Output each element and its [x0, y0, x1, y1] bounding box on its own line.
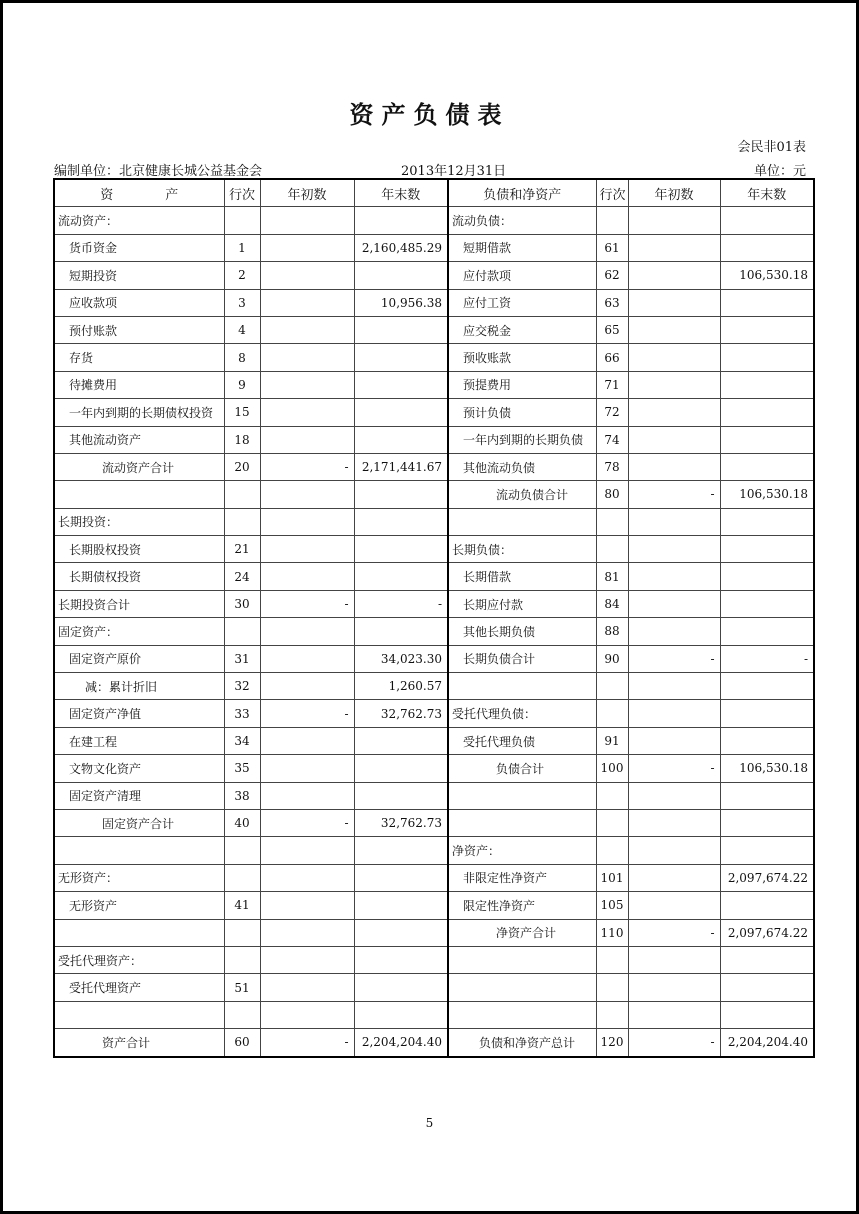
asset-beginning-balance	[260, 755, 354, 782]
asset-line-no	[224, 207, 260, 234]
liability-line-no	[596, 673, 628, 700]
asset-beginning-balance	[260, 262, 354, 289]
asset-line-no: 24	[224, 563, 260, 590]
reporting-organization: 编制单位：北京健康长城公益基金会	[54, 164, 263, 179]
liability-line-no: 101	[596, 864, 628, 891]
liability-beginning-balance: -	[628, 645, 720, 672]
liability-ending-balance	[720, 508, 814, 535]
liability-item-name: 流动负债：	[448, 207, 596, 234]
currency-unit: 单位：元	[753, 164, 806, 179]
liability-ending-balance: 106,530.18	[720, 481, 814, 508]
asset-beginning-balance: -	[260, 700, 354, 727]
liability-item-name	[448, 974, 596, 1001]
asset-ending-balance: 34,023.30	[354, 645, 448, 672]
asset-item-name: 存货	[54, 344, 224, 371]
table-row	[54, 563, 814, 590]
liability-ending-balance	[720, 1001, 814, 1028]
liability-item-name	[448, 673, 596, 700]
asset-ending-balance	[354, 782, 448, 809]
liability-beginning-balance	[628, 673, 720, 700]
liability-beginning-balance	[628, 837, 720, 864]
liability-line-no: 100	[596, 755, 628, 782]
asset-line-no: 33	[224, 700, 260, 727]
asset-line-no: 2	[224, 262, 260, 289]
liability-beginning-balance	[628, 946, 720, 973]
header-beginning-balance: 年初数	[260, 179, 354, 207]
table-row	[54, 974, 814, 1001]
asset-ending-balance	[354, 481, 448, 508]
asset-ending-balance	[354, 344, 448, 371]
liability-line-no	[596, 700, 628, 727]
asset-ending-balance	[354, 262, 448, 289]
table-row	[54, 207, 814, 234]
table-row	[54, 234, 814, 261]
liability-line-no: 90	[596, 645, 628, 672]
header-ending-balance: 年末数	[720, 179, 814, 207]
liability-beginning-balance	[628, 700, 720, 727]
liability-item-name: 净资产合计	[448, 919, 596, 946]
table-row	[54, 755, 814, 782]
liability-item-name: 应付工资	[448, 289, 596, 316]
asset-item-name: 长期债权投资	[54, 563, 224, 590]
asset-item-name: 固定资产：	[54, 618, 224, 645]
liability-beginning-balance	[628, 234, 720, 261]
header-beginning-balance: 年初数	[628, 179, 720, 207]
table-row	[54, 864, 814, 891]
liability-ending-balance	[720, 782, 814, 809]
asset-ending-balance: -	[354, 590, 448, 617]
liability-ending-balance	[720, 837, 814, 864]
asset-ending-balance: 32,762.73	[354, 700, 448, 727]
header-line-no: 行次	[224, 179, 260, 207]
asset-beginning-balance	[260, 645, 354, 672]
asset-ending-balance: 2,204,204.40	[354, 1029, 448, 1057]
asset-line-no: 41	[224, 892, 260, 919]
asset-ending-balance: 10,956.38	[354, 289, 448, 316]
liability-item-name	[448, 946, 596, 973]
table-row	[54, 892, 814, 919]
liability-line-no	[596, 536, 628, 563]
asset-beginning-balance	[260, 946, 354, 973]
asset-item-name: 流动资产合计	[54, 453, 224, 480]
asset-item-name: 在建工程	[54, 727, 224, 754]
asset-line-no: 51	[224, 974, 260, 1001]
liability-item-name: 长期应付款	[448, 590, 596, 617]
liability-line-no	[596, 207, 628, 234]
table-row	[54, 618, 814, 645]
liability-beginning-balance	[628, 974, 720, 1001]
liability-beginning-balance	[628, 371, 720, 398]
asset-item-name	[54, 919, 224, 946]
asset-line-no: 8	[224, 344, 260, 371]
liability-beginning-balance	[628, 563, 720, 590]
liability-beginning-balance	[628, 618, 720, 645]
liability-beginning-balance	[628, 782, 720, 809]
liability-line-no	[596, 1001, 628, 1028]
liability-item-name: 预计负债	[448, 399, 596, 426]
asset-beginning-balance	[260, 316, 354, 343]
liability-ending-balance	[720, 809, 814, 836]
table-row	[54, 426, 814, 453]
liability-beginning-balance	[628, 508, 720, 535]
page-number: 5	[425, 1116, 434, 1130]
liability-item-name: 短期借款	[448, 234, 596, 261]
table-row	[54, 946, 814, 973]
asset-ending-balance	[354, 563, 448, 590]
liability-ending-balance: 106,530.18	[720, 755, 814, 782]
asset-beginning-balance	[260, 234, 354, 261]
liability-item-name	[448, 809, 596, 836]
liability-item-name	[448, 782, 596, 809]
asset-line-no: 3	[224, 289, 260, 316]
asset-item-name: 无形资产	[54, 892, 224, 919]
asset-beginning-balance	[260, 618, 354, 645]
liability-line-no: 88	[596, 618, 628, 645]
table-row	[54, 809, 814, 836]
table-row	[54, 371, 814, 398]
asset-item-name: 减：累计折旧	[54, 673, 224, 700]
asset-ending-balance	[354, 837, 448, 864]
liability-ending-balance: 106,530.18	[720, 262, 814, 289]
liability-line-no: 66	[596, 344, 628, 371]
report-date: 2013年12月31日	[401, 164, 507, 179]
liability-ending-balance	[720, 399, 814, 426]
table-header-row	[54, 179, 814, 207]
balance-sheet-table	[53, 178, 815, 1058]
asset-beginning-balance	[260, 289, 354, 316]
asset-item-name: 受托代理资产	[54, 974, 224, 1001]
form-code: 会民非01表	[737, 140, 806, 155]
asset-ending-balance	[354, 755, 448, 782]
liability-beginning-balance	[628, 892, 720, 919]
liability-line-no: 80	[596, 481, 628, 508]
report-title: 资产负债表	[349, 100, 510, 129]
liability-beginning-balance	[628, 207, 720, 234]
liability-ending-balance	[720, 426, 814, 453]
asset-line-no: 30	[224, 590, 260, 617]
asset-line-no: 40	[224, 809, 260, 836]
liability-item-name: 应付款项	[448, 262, 596, 289]
table-row	[54, 262, 814, 289]
asset-line-no: 18	[224, 426, 260, 453]
liability-beginning-balance: -	[628, 755, 720, 782]
liability-ending-balance: 2,097,674.22	[720, 919, 814, 946]
liability-beginning-balance	[628, 453, 720, 480]
asset-line-no	[224, 481, 260, 508]
asset-beginning-balance	[260, 837, 354, 864]
header-line-no: 行次	[596, 179, 628, 207]
asset-beginning-balance	[260, 371, 354, 398]
liability-ending-balance	[720, 946, 814, 973]
table-row	[54, 645, 814, 672]
liability-ending-balance	[720, 207, 814, 234]
asset-item-name: 短期投资	[54, 262, 224, 289]
asset-beginning-balance	[260, 673, 354, 700]
table-row	[54, 344, 814, 371]
liability-item-name: 长期负债合计	[448, 645, 596, 672]
asset-beginning-balance: -	[260, 590, 354, 617]
asset-beginning-balance	[260, 207, 354, 234]
table-row	[54, 316, 814, 343]
liability-beginning-balance	[628, 864, 720, 891]
asset-item-name: 受托代理资产：	[54, 946, 224, 973]
liability-ending-balance	[720, 289, 814, 316]
table-row	[54, 1001, 814, 1028]
asset-beginning-balance	[260, 481, 354, 508]
liability-item-name: 预收账款	[448, 344, 596, 371]
liability-beginning-balance	[628, 262, 720, 289]
table-row	[54, 399, 814, 426]
asset-line-no	[224, 919, 260, 946]
liability-item-name: 其他流动负债	[448, 453, 596, 480]
asset-line-no: 15	[224, 399, 260, 426]
liability-line-no	[596, 508, 628, 535]
liability-item-name: 应交税金	[448, 316, 596, 343]
liability-ending-balance	[720, 453, 814, 480]
table-row	[54, 508, 814, 535]
header-ending-balance: 年末数	[354, 179, 448, 207]
asset-beginning-balance	[260, 1001, 354, 1028]
asset-ending-balance	[354, 618, 448, 645]
liability-beginning-balance	[628, 344, 720, 371]
liability-line-no: 105	[596, 892, 628, 919]
asset-ending-balance	[354, 946, 448, 973]
liability-ending-balance	[720, 590, 814, 617]
asset-line-no: 35	[224, 755, 260, 782]
liability-item-name: 流动负债合计	[448, 481, 596, 508]
asset-beginning-balance	[260, 919, 354, 946]
liability-ending-balance	[720, 344, 814, 371]
asset-ending-balance	[354, 536, 448, 563]
liability-beginning-balance	[628, 590, 720, 617]
asset-beginning-balance	[260, 974, 354, 1001]
liability-ending-balance	[720, 618, 814, 645]
asset-item-name: 文物文化资产	[54, 755, 224, 782]
liability-line-no: 65	[596, 316, 628, 343]
liability-ending-balance	[720, 673, 814, 700]
liability-line-no: 63	[596, 289, 628, 316]
liability-line-no: 78	[596, 453, 628, 480]
asset-line-no: 32	[224, 673, 260, 700]
asset-item-name: 流动资产：	[54, 207, 224, 234]
liability-ending-balance	[720, 536, 814, 563]
asset-item-name: 固定资产清理	[54, 782, 224, 809]
asset-item-name: 固定资产合计	[54, 809, 224, 836]
asset-item-name: 一年内到期的长期债权投资	[54, 399, 224, 426]
table-row	[54, 919, 814, 946]
liability-item-name: 净资产：	[448, 837, 596, 864]
asset-ending-balance	[354, 508, 448, 535]
asset-ending-balance	[354, 727, 448, 754]
asset-item-name: 长期投资合计	[54, 590, 224, 617]
liability-beginning-balance: -	[628, 481, 720, 508]
asset-line-no: 20	[224, 453, 260, 480]
liability-line-no: 110	[596, 919, 628, 946]
liability-ending-balance	[720, 974, 814, 1001]
table-row	[54, 289, 814, 316]
asset-item-name: 固定资产净值	[54, 700, 224, 727]
liability-item-name: 限定性净资产	[448, 892, 596, 919]
liability-beginning-balance	[628, 399, 720, 426]
asset-ending-balance: 1,260.57	[354, 673, 448, 700]
asset-line-no	[224, 837, 260, 864]
asset-beginning-balance	[260, 727, 354, 754]
liability-ending-balance	[720, 700, 814, 727]
liability-line-no: 61	[596, 234, 628, 261]
liability-item-name: 非限定性净资产	[448, 864, 596, 891]
liability-beginning-balance	[628, 536, 720, 563]
asset-ending-balance	[354, 426, 448, 453]
liability-line-no: 84	[596, 590, 628, 617]
liability-item-name: 其他长期负债	[448, 618, 596, 645]
liability-beginning-balance	[628, 727, 720, 754]
asset-item-name: 长期投资：	[54, 508, 224, 535]
table-row	[54, 673, 814, 700]
table-row	[54, 700, 814, 727]
liability-item-name: 受托代理负债	[448, 727, 596, 754]
liability-item-name: 负债和净资产总计	[448, 1029, 596, 1057]
asset-ending-balance	[354, 974, 448, 1001]
asset-ending-balance	[354, 316, 448, 343]
liability-line-no: 72	[596, 399, 628, 426]
liability-line-no: 81	[596, 563, 628, 590]
liability-line-no: 91	[596, 727, 628, 754]
liability-item-name: 负债合计	[448, 755, 596, 782]
liability-beginning-balance	[628, 1001, 720, 1028]
liability-beginning-balance	[628, 426, 720, 453]
liability-line-no: 74	[596, 426, 628, 453]
header-liabilities-net-assets: 负债和净资产	[448, 179, 596, 207]
table-row	[54, 1029, 814, 1057]
asset-ending-balance	[354, 892, 448, 919]
asset-beginning-balance	[260, 426, 354, 453]
asset-beginning-balance	[260, 864, 354, 891]
table-row	[54, 536, 814, 563]
liability-line-no	[596, 837, 628, 864]
asset-beginning-balance	[260, 399, 354, 426]
liability-ending-balance	[720, 563, 814, 590]
table-row	[54, 481, 814, 508]
asset-beginning-balance	[260, 782, 354, 809]
liability-item-name: 受托代理负债：	[448, 700, 596, 727]
asset-item-name: 其他流动资产	[54, 426, 224, 453]
asset-ending-balance	[354, 864, 448, 891]
asset-line-no: 34	[224, 727, 260, 754]
asset-line-no	[224, 618, 260, 645]
liability-ending-balance	[720, 316, 814, 343]
asset-line-no	[224, 508, 260, 535]
asset-beginning-balance	[260, 563, 354, 590]
table-row	[54, 782, 814, 809]
asset-item-name: 预付账款	[54, 316, 224, 343]
asset-item-name	[54, 837, 224, 864]
liability-line-no	[596, 809, 628, 836]
table-row	[54, 727, 814, 754]
liability-item-name	[448, 508, 596, 535]
asset-line-no: 1	[224, 234, 260, 261]
asset-ending-balance	[354, 399, 448, 426]
asset-line-no	[224, 946, 260, 973]
table-row	[54, 837, 814, 864]
asset-ending-balance: 32,762.73	[354, 809, 448, 836]
liability-line-no: 120	[596, 1029, 628, 1057]
asset-item-name: 资产合计	[54, 1029, 224, 1057]
asset-beginning-balance	[260, 344, 354, 371]
liability-ending-balance	[720, 727, 814, 754]
asset-line-no	[224, 864, 260, 891]
asset-item-name: 固定资产原价	[54, 645, 224, 672]
liability-item-name: 预提费用	[448, 371, 596, 398]
asset-item-name: 应收款项	[54, 289, 224, 316]
table-row	[54, 590, 814, 617]
liability-line-no	[596, 782, 628, 809]
asset-ending-balance: 2,160,485.29	[354, 234, 448, 261]
asset-ending-balance	[354, 1001, 448, 1028]
asset-beginning-balance: -	[260, 453, 354, 480]
asset-item-name: 货币资金	[54, 234, 224, 261]
asset-line-no: 9	[224, 371, 260, 398]
table-row	[54, 453, 814, 480]
liability-line-no	[596, 974, 628, 1001]
asset-beginning-balance	[260, 536, 354, 563]
asset-item-name: 无形资产：	[54, 864, 224, 891]
asset-ending-balance	[354, 919, 448, 946]
header-assets: 资 产	[54, 179, 224, 207]
liability-item-name: 长期负债：	[448, 536, 596, 563]
asset-line-no: 38	[224, 782, 260, 809]
asset-item-name: 长期股权投资	[54, 536, 224, 563]
asset-item-name: 待摊费用	[54, 371, 224, 398]
liability-line-no	[596, 946, 628, 973]
liability-beginning-balance: -	[628, 1029, 720, 1057]
liability-ending-balance: -	[720, 645, 814, 672]
asset-beginning-balance	[260, 892, 354, 919]
liability-ending-balance: 2,204,204.40	[720, 1029, 814, 1057]
liability-item-name: 长期借款	[448, 563, 596, 590]
liability-item-name: 一年内到期的长期负债	[448, 426, 596, 453]
asset-item-name	[54, 481, 224, 508]
liability-ending-balance	[720, 371, 814, 398]
liability-ending-balance	[720, 234, 814, 261]
asset-line-no: 4	[224, 316, 260, 343]
liability-item-name	[448, 1001, 596, 1028]
liability-ending-balance	[720, 892, 814, 919]
liability-beginning-balance	[628, 289, 720, 316]
asset-ending-balance: 2,171,441.67	[354, 453, 448, 480]
asset-beginning-balance: -	[260, 1029, 354, 1057]
liability-line-no: 62	[596, 262, 628, 289]
asset-item-name	[54, 1001, 224, 1028]
liability-beginning-balance	[628, 809, 720, 836]
liability-line-no: 71	[596, 371, 628, 398]
liability-beginning-balance	[628, 316, 720, 343]
asset-beginning-balance	[260, 508, 354, 535]
liability-ending-balance: 2,097,674.22	[720, 864, 814, 891]
asset-ending-balance	[354, 371, 448, 398]
asset-line-no: 21	[224, 536, 260, 563]
asset-beginning-balance: -	[260, 809, 354, 836]
asset-line-no: 60	[224, 1029, 260, 1057]
asset-line-no	[224, 1001, 260, 1028]
asset-line-no: 31	[224, 645, 260, 672]
asset-ending-balance	[354, 207, 448, 234]
liability-beginning-balance: -	[628, 919, 720, 946]
